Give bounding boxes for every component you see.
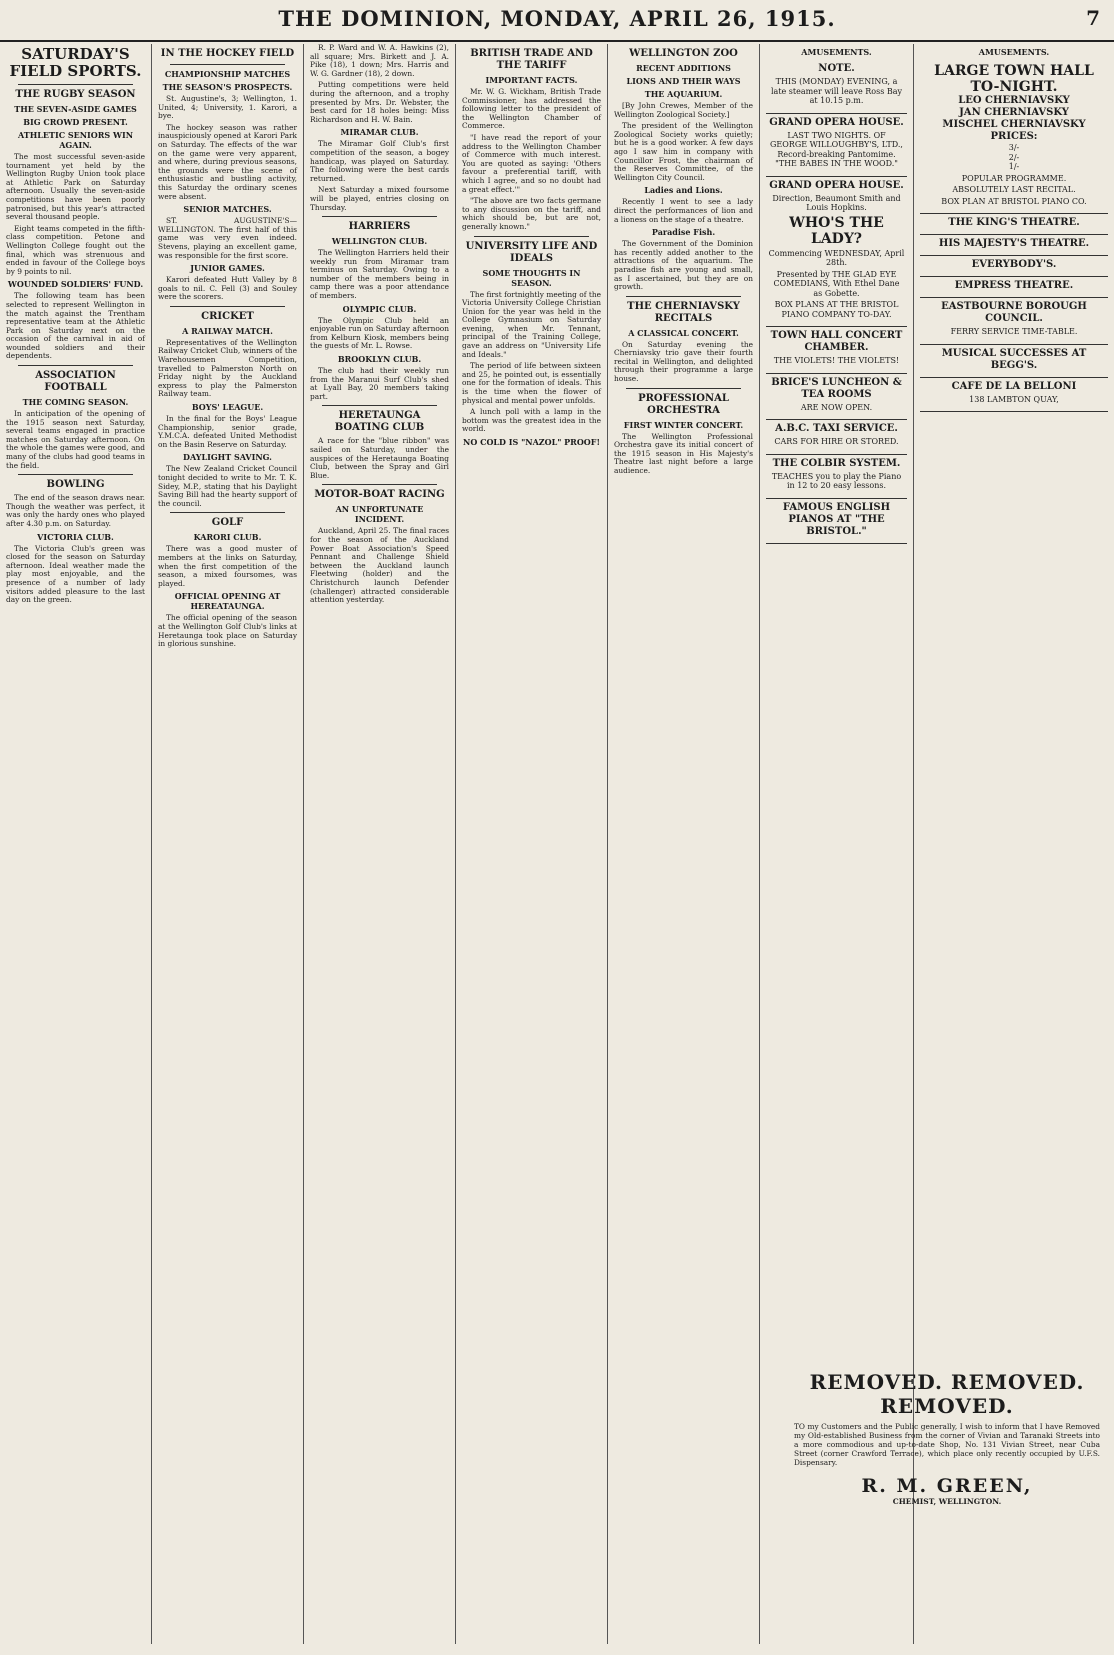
paragraph: The hockey season was rather inauspiciously opened at Karori Park on Saturday. The effects of the war on the game were very apparent, and where, during previous seasons, the grounds were the scene of enthusiastic and bustling activity, this Saturday the ordinary scenes were absent.: [158, 122, 297, 201]
paragraph: The Olympic Club held an enjoyable run on Saturday afternoon from Kelburn Kiosk, members being the guests of Mr. L. Rowse.: [310, 315, 449, 351]
paragraph: The club had their weekly run from the Maranui Surf Club's shed at Lyall Bay, 20 members taking part.: [310, 366, 449, 401]
paragraph: Karori defeated Hutt Valley by 8 goals to nil. C. Fell (3) and Souley were the scorers.: [158, 275, 297, 302]
paragraph: ST. AUGUSTINE'S—WELLINGTON. The first half of this game was very even indeed. Stevens, playing an excellent game, was responsible for the first score.: [158, 216, 297, 260]
subhead-boys-league: BOYS' LEAGUE.: [191, 402, 264, 413]
ad-english-pianos: [766, 499, 907, 544]
ad-title: MUSICAL SUCCESSES AT BEGG'S.: [941, 347, 1087, 371]
performer-name: LEO CHERNIAVSKY: [958, 95, 1070, 106]
subhead-wounded-fund: WOUNDED SOLDIERS' FUND.: [7, 279, 144, 290]
paragraph: The president of the Wellington Zoological Society works quietly; but he is a good worker. A few days ago I saw him in company with Councillor Frost, the chairman of the Reserves Committee, of the Wellington City Council.: [614, 121, 753, 182]
paragraph: The most successful seven-aside tournament yet held by the Wellington Rugby Union took place at Athletic Park on Saturday afternoon. Usually the seven-aside competitions have been poorly patronised, but this year's attracted several thousand people.: [6, 152, 145, 222]
price: 2/-: [1008, 152, 1020, 162]
ad-title: CAFE DE LA BELLONI: [951, 380, 1077, 392]
masthead: [0, 0, 1114, 42]
subhead-important-facts: IMPORTANT FACTS.: [485, 75, 578, 85]
ad-grand-opera-lady: [766, 177, 907, 328]
ad-title: LARGE TOWN HALL TO-NIGHT.: [934, 63, 1094, 95]
paragraph: The official opening of the season at the Wellington Golf Club's links at Heretaunga took place on Saturday in glorious sunshine.: [158, 613, 297, 649]
ad-empress-theatre: [920, 277, 1108, 298]
headline-motor-boat: MOTOR-BOAT RACING: [314, 489, 445, 501]
column-hockey: [152, 44, 304, 1644]
paragraph: The Wellington Harriers held their weekly run from Miramar tram terminus on Saturday. Owing to a number of the members being in camp there was a poor attendance of members.: [310, 248, 449, 301]
paragraph: Representatives of the Wellington Railway Cricket Club, winners of the Warehousemen Competition, travelled to Palmerston North on Friday night by the Auckland express to play the Palmerston Railway team.: [158, 337, 297, 399]
section-header-amusements: AMUSEMENTS.: [801, 47, 872, 57]
ad-cafe-belloni: [920, 378, 1108, 413]
headline-golf: GOLF: [211, 517, 244, 529]
ad-everybodys: [920, 256, 1108, 277]
ad-title: EVERYBODY'S.: [971, 259, 1057, 270]
paragraph: "I have read the report of your address to the Wellington Chamber of Commerce with much interest. You are quoted as saying: 'Others favour a preferential tariff, with which I agree, and so no doubt had a great effect.'": [462, 132, 601, 194]
paragraph: R. P. Ward and W. A. Hawkins (2), all square; Mrs. Birkett and J. A. Pike (18), 1 down; Mrs. Harris and W. G. Gardner (18), 2 down.: [310, 44, 449, 78]
subhead-athletic: ATHLETIC SENIORS WIN AGAIN.: [18, 130, 133, 150]
subhead-unfortunate-incident: AN UNFORTUNATE INCIDENT.: [335, 504, 424, 525]
ad-title: GRAND OPERA HOUSE.: [769, 116, 904, 128]
paragraph: The Victoria Club's green was closed for the season on Saturday afternoon. Ideal weather made the play most enjoyable, and the presence of a number of lady visitors added pleasure to the last day on the green.: [6, 543, 145, 605]
ad-body: Presented by THE GLAD EYE COMEDIANS, With Ethel Dane as Gobette.: [773, 269, 900, 298]
ad-colbir-system: [766, 455, 907, 499]
performer-name: MISCHEL CHERNIAVSKY: [942, 119, 1086, 130]
subhead-miramar-club: MIRAMAR CLUB.: [340, 127, 419, 138]
subhead-first-winter-concert: FIRST WINTER CONCERT.: [623, 419, 744, 430]
paragraph: Auckland, April 25. The final races for the season of the Auckland Power Boat Association's Speed Pennant and Challenge Shield between the Auckland launch Fleetwing (holder) and the Christchurch launch Defender (challenger) attracted considerable attention yesterday.: [310, 526, 449, 605]
ad-brice-tea-rooms: [766, 374, 907, 421]
ad-body: FERRY SERVICE TIME-TABLE.: [950, 327, 1078, 336]
ad-title: GRAND OPERA HOUSE.: [769, 179, 904, 191]
ad-body: 138 LAMBTON QUAY,: [969, 394, 1059, 404]
headline-university-life: UNIVERSITY LIFE AND IDEALS: [465, 240, 598, 264]
paragraph: "The above are two facts germane to any discussion on the tariff, and which should be, but are not, generally known.": [462, 196, 601, 231]
ad-body: BOX PLANS AT THE BRISTOL PIANO COMPANY TO-DAY.: [774, 300, 899, 319]
paragraph: The Government of the Dominion has recently added another to the attractions of the aquarium. The paradise fish are young and small, as I ascertained, but they are on growth.: [614, 239, 753, 292]
headline-field-sports: SATURDAY'S FIELD SPORTS.: [9, 45, 142, 80]
headline-bowling: BOWLING: [46, 479, 105, 491]
subhead-official-opening: OFFICIAL OPENING AT HEREATAUNGA.: [174, 591, 281, 612]
ad-town-hall-violets: [766, 327, 907, 374]
paragraph: Mr. W. G. Wickham, British Trade Commissioner, has addressed the following letter to the president of the Wellington Chamber of Commerce.: [462, 87, 601, 131]
ad-body: Commencing WEDNESDAY, April 28th.: [768, 248, 905, 267]
subhead-daylight-saving: DAYLIGHT SAVING.: [183, 452, 272, 463]
ad-taxi-service: [766, 420, 907, 455]
subhead-ladies-and-lions: Ladies and Lions.: [644, 185, 723, 196]
ad-grand-opera-pantomime: [766, 114, 907, 177]
subhead-lions: LIONS AND THEIR WAYS: [626, 76, 741, 86]
ad-cherniavsky-concert: [920, 60, 1108, 214]
masthead-title: THE DOMINION, MONDAY, APRIL 26, 1915.: [278, 6, 836, 31]
paragraph: The following team has been selected to represent Wellington in the match against the Trentham representative team at the Athletic Park on Saturday next on the occasion of the carnival in aid of wounded soldiers and their dependents.: [6, 291, 145, 361]
paragraph: St. Augustine's, 3; Wellington, 1. United, 4; University, 1. Karori, a bye.: [158, 94, 297, 121]
ad-eastbourne-ferry: [920, 298, 1108, 345]
removed-notice: [788, 1370, 1106, 1506]
paragraph: The Wellington Professional Orchestra gave its initial concert of the 1915 season in His Majesty's Theatre last night before a large audience.: [614, 431, 753, 476]
subhead-aquarium: THE AQUARIUM.: [644, 89, 723, 99]
paragraph: The period of life between sixteen and 25, he pointed out, is essentially one for the formation of ideals. This is the time when the flower of physical and mental power unfolds.: [462, 361, 601, 405]
ad-title: EMPRESS THEATRE.: [954, 280, 1074, 291]
subhead-karori-club: KARORI CLUB.: [193, 532, 262, 543]
ad-body: POPULAR PROGRAMME.: [961, 173, 1067, 183]
page-number: 7: [1086, 6, 1100, 30]
headline-cricket: CRICKET: [201, 310, 254, 322]
removed-subtitle: CHEMIST, WELLINGTON.: [892, 1497, 1002, 1506]
ad-body: THE VIOLETS! THE VIOLETS!: [773, 356, 900, 365]
ad-title: TOWN HALL CONCERT CHAMBER.: [770, 330, 903, 353]
paragraph: In the final for the Boys' League Championship, senior grade, Y.M.C.A. defeated United Methodist on the Basin Reserve on Saturday.: [158, 414, 297, 449]
column-sports: [0, 44, 152, 1644]
paragraph: The New Zealand Cricket Council tonight decided to write to Mr. T. K. Sidey, M.P., stating that his Daylight Saving Bill had the hearty support of the council.: [158, 464, 297, 508]
subhead-classical-concert: A CLASSICAL CONCERT.: [628, 327, 739, 338]
byline: [By John Crewes, Member of the Wellington Zoological Society.]: [614, 101, 753, 119]
paragraph: Eight teams competed in the fifth-class competition. Petone and Wellington College fought out the final, which was strenuous and ended in favour of the College boys by 9 points to nil.: [6, 223, 145, 276]
headline-cherniavsky-recitals: THE CHERNIAVSKY RECITALS: [627, 300, 740, 324]
subhead-olympic-club: OLYMPIC CLUB.: [342, 303, 417, 314]
advert-nazol: NO COLD IS "NAZOL" PROOF!: [463, 437, 600, 447]
headline-hockey: IN THE HOCKEY FIELD: [160, 48, 295, 59]
headline-professional-orchestra: PROFESSIONAL ORCHESTRA: [638, 392, 729, 416]
ad-title: THE KING'S THEATRE.: [948, 217, 1080, 228]
price: 1/-: [1008, 162, 1020, 171]
paragraph: The first fortnightly meeting of the Victoria University College Christian Union for the year was held in the College Gymnasium on Saturday evening, when Mr. Tennant, principal of the Training College, gave an address on "University Life and Ideals.": [462, 289, 601, 359]
ad-body: ARE NOW OPEN.: [800, 402, 873, 412]
ad-body: Direction, Beaumont Smith and Louis Hopkins.: [772, 193, 901, 212]
ad-kings-theatre: [920, 214, 1108, 235]
ad-body: BOX PLAN AT BRISTOL PIANO CO.: [941, 196, 1087, 206]
subhead-senior-matches: SENIOR MATCHES.: [183, 204, 272, 215]
column-trade-university: [456, 44, 608, 1644]
subhead-seven-aside: THE SEVEN-ASIDE GAMES: [14, 104, 137, 114]
ad-title: BRICE'S LUNCHEON & TEA ROOMS: [771, 376, 902, 400]
ad-highlight: WHO'S THE LADY?: [789, 214, 884, 247]
paragraph: On Saturday evening the Cherniavsky trio gave their fourth recital in Wellington, and delighted through their programme a large house.: [614, 339, 753, 384]
ad-his-majestys: [920, 235, 1108, 256]
paragraph: Next Saturday a mixed foursome will be played, entries closing on Thursday.: [310, 185, 449, 212]
paragraph: A lunch poll with a lamp in the bottom was the greatest idea in the world.: [462, 407, 601, 434]
column-amusements-right: [914, 44, 1114, 1364]
removed-title: REMOVED. REMOVED. REMOVED.: [809, 1370, 1085, 1418]
ad-body: ABSOLUTELY LAST RECITAL.: [952, 185, 1076, 194]
headline-harriers: HARRIERS: [348, 221, 411, 233]
headline-wellington-zoo: WELLINGTON ZOO: [629, 48, 738, 59]
ad-musical-successes: [920, 345, 1108, 378]
paragraph: Putting competitions were held during the afternoon, and a trophy presented by Mrs. Dr. Webster, the best card for 18 holes being: Miss Richardson and H. W. Bain.: [310, 80, 449, 124]
subhead-championship: CHAMPIONSHIP MATCHES: [164, 69, 291, 79]
paragraph: Recently I went to see a lady direct the performances of lion and a lioness on the stage of a theatre.: [614, 197, 753, 224]
paragraph: In anticipation of the opening of the 1915 season next Saturday, several teams engaged in practice matches on Saturday afternoon. On the whole the games were good, and many of the clubs had good teams in the field.: [6, 409, 145, 470]
ad-title: THE COLBIR SYSTEM.: [772, 457, 901, 469]
paragraph: There was a good muster of members at the links on Saturday, when the first competition of the season, a mixed foursomes, was played.: [158, 544, 297, 588]
paragraph: The Miramar Golf Club's first competition of the season, a bogey handicap, was played on Saturday. The following were the best cards returned.: [310, 139, 449, 183]
column-golf-harriers: [304, 44, 456, 1644]
ad-ferry-note: [766, 60, 907, 114]
column-zoo: [608, 44, 760, 1644]
price: 3/-: [1008, 143, 1020, 152]
performer-name: JAN CHERNIAVSKY: [959, 107, 1069, 118]
subhead-crowd: BIG CROWD PRESENT.: [23, 117, 128, 127]
headline-rugby: THE RUGBY SEASON: [15, 89, 136, 100]
ad-title: HIS MAJESTY'S THEATRE.: [938, 238, 1090, 249]
ad-title: FAMOUS ENGLISH PIANOS AT "THE BRISTOL.": [782, 501, 891, 537]
headline-british-trade: BRITISH TRADE AND THE TARIFF: [470, 48, 593, 71]
subhead-victoria-club: VICTORIA CLUB.: [37, 531, 114, 542]
headline-association-football: ASSOCIATION FOOTBALL: [35, 370, 116, 394]
paragraph: The end of the season draws near. Though the weather was perfect, it was only the hardy ones who played after 4.30 p.m. on Saturday.: [6, 493, 145, 528]
ad-title: NOTE.: [818, 63, 855, 74]
removed-body: TO my Customers and the Public generally, I wish to inform that I have Removed my Old-established Business from the corner of Vivian and Taranaki Streets into a more commodious and up-to-date Shop, No. 131 Vivian Street, near Cuba Street (corner Crawford Terrace), which place only recently occupied by U.F.S. Dispensary.: [794, 1422, 1100, 1467]
ad-title: EASTBOURNE BOROUGH COUNCIL.: [941, 301, 1087, 324]
subhead-junior-games: JUNIOR GAMES.: [190, 263, 265, 274]
removed-signature: R. M. GREEN,: [861, 1475, 1033, 1497]
prices-label: PRICES:: [990, 131, 1038, 142]
subhead-thoughts-in-season: SOME THOUGHTS IN SEASON.: [482, 267, 581, 288]
section-header-amusements: AMUSEMENTS.: [978, 47, 1050, 57]
subhead-brooklyn-club: BROOKLYN CLUB.: [337, 354, 422, 365]
ad-body: CARS FOR HIRE OR STORED.: [774, 437, 899, 446]
subhead-prospects: THE SEASON'S PROSPECTS.: [162, 82, 293, 92]
paragraph: A race for the "blue ribbon" was sailed on Saturday, under the auspices of the Heretaunga Boating Club, between the Spray and Girl Blue.: [310, 436, 449, 480]
subhead-recent-additions: RECENT ADDITIONS: [636, 63, 731, 73]
subhead-coming-season: THE COMING SEASON.: [22, 397, 129, 408]
ad-title: A.B.C. TAXI SERVICE.: [775, 423, 898, 434]
subhead-railway-match: A RAILWAY MATCH.: [182, 325, 273, 336]
subhead-paradise-fish: Paradise Fish.: [651, 227, 716, 238]
ad-body: TEACHES you to play the Piano in 12 to 20 easy lessons.: [771, 471, 902, 490]
headline-heretaunga-boating: HERETAUNGA BOATING CLUB: [334, 410, 425, 434]
ad-body: LAST TWO NIGHTS. OF GEORGE WILLOUGHBY'S, LTD., Record-breaking Pantomime. "THE BABES IN THE WOOD.": [770, 130, 903, 168]
subhead-wellington-club: WELLINGTON CLUB.: [331, 236, 428, 247]
ad-body: THIS (MONDAY) EVENING, a late steamer will leave Ross Bay at 10.15 p.m.: [770, 77, 903, 105]
